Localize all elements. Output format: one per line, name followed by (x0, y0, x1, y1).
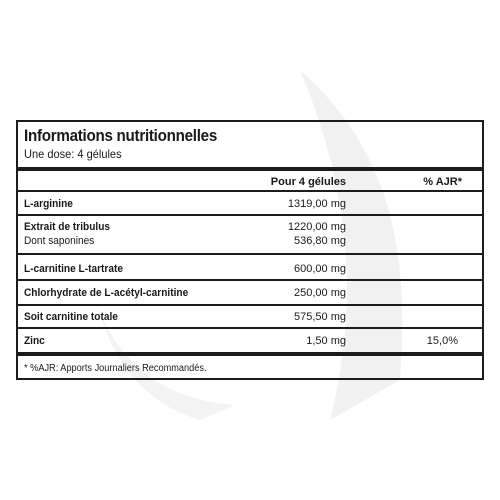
panel-title: Informations nutritionnelles (24, 127, 217, 145)
ingredient-amount: 536,80 mg (294, 235, 346, 247)
row-divider (18, 304, 482, 306)
ingredient-name: Zinc (24, 335, 45, 347)
row-divider (18, 279, 482, 281)
ingredient-name: L-arginine (24, 198, 73, 210)
ingredient-name: Extrait de tribulus (24, 221, 111, 233)
serving-size: Une dose: 4 gélules (24, 147, 122, 161)
ingredient-name: Dont saponines (24, 235, 95, 247)
ingredient-name: Soit carnitine totale (24, 311, 118, 323)
ingredient-name: L-carnitine L-tartrate (24, 263, 123, 275)
ingredient-amount: 1,50 mg (306, 335, 346, 347)
column-header-amount: Pour 4 gélules (270, 176, 346, 188)
column-header-rdi: % AJR* (423, 176, 462, 188)
ingredient-amount: 1319,00 mg (287, 198, 346, 210)
ingredient-rdi: 15,0% (426, 335, 458, 347)
ingredient-amount: 575,50 mg (294, 311, 346, 323)
header-divider-thick (18, 167, 482, 171)
footer-divider-thick (18, 352, 482, 356)
row-divider (18, 253, 482, 255)
header-divider (18, 190, 482, 192)
ingredient-name: Chlorhydrate de L-acétyl-carnitine (24, 287, 189, 299)
ingredient-amount: 600,00 mg (294, 263, 346, 275)
ingredient-amount: 250,00 mg (294, 287, 346, 299)
row-divider (18, 214, 482, 216)
nutrition-facts-panel (16, 120, 484, 380)
row-divider (18, 327, 482, 329)
ingredient-amount: 1220,00 mg (287, 221, 346, 233)
footnote: * %AJR: Apports Journaliers Recommandés. (24, 363, 207, 374)
